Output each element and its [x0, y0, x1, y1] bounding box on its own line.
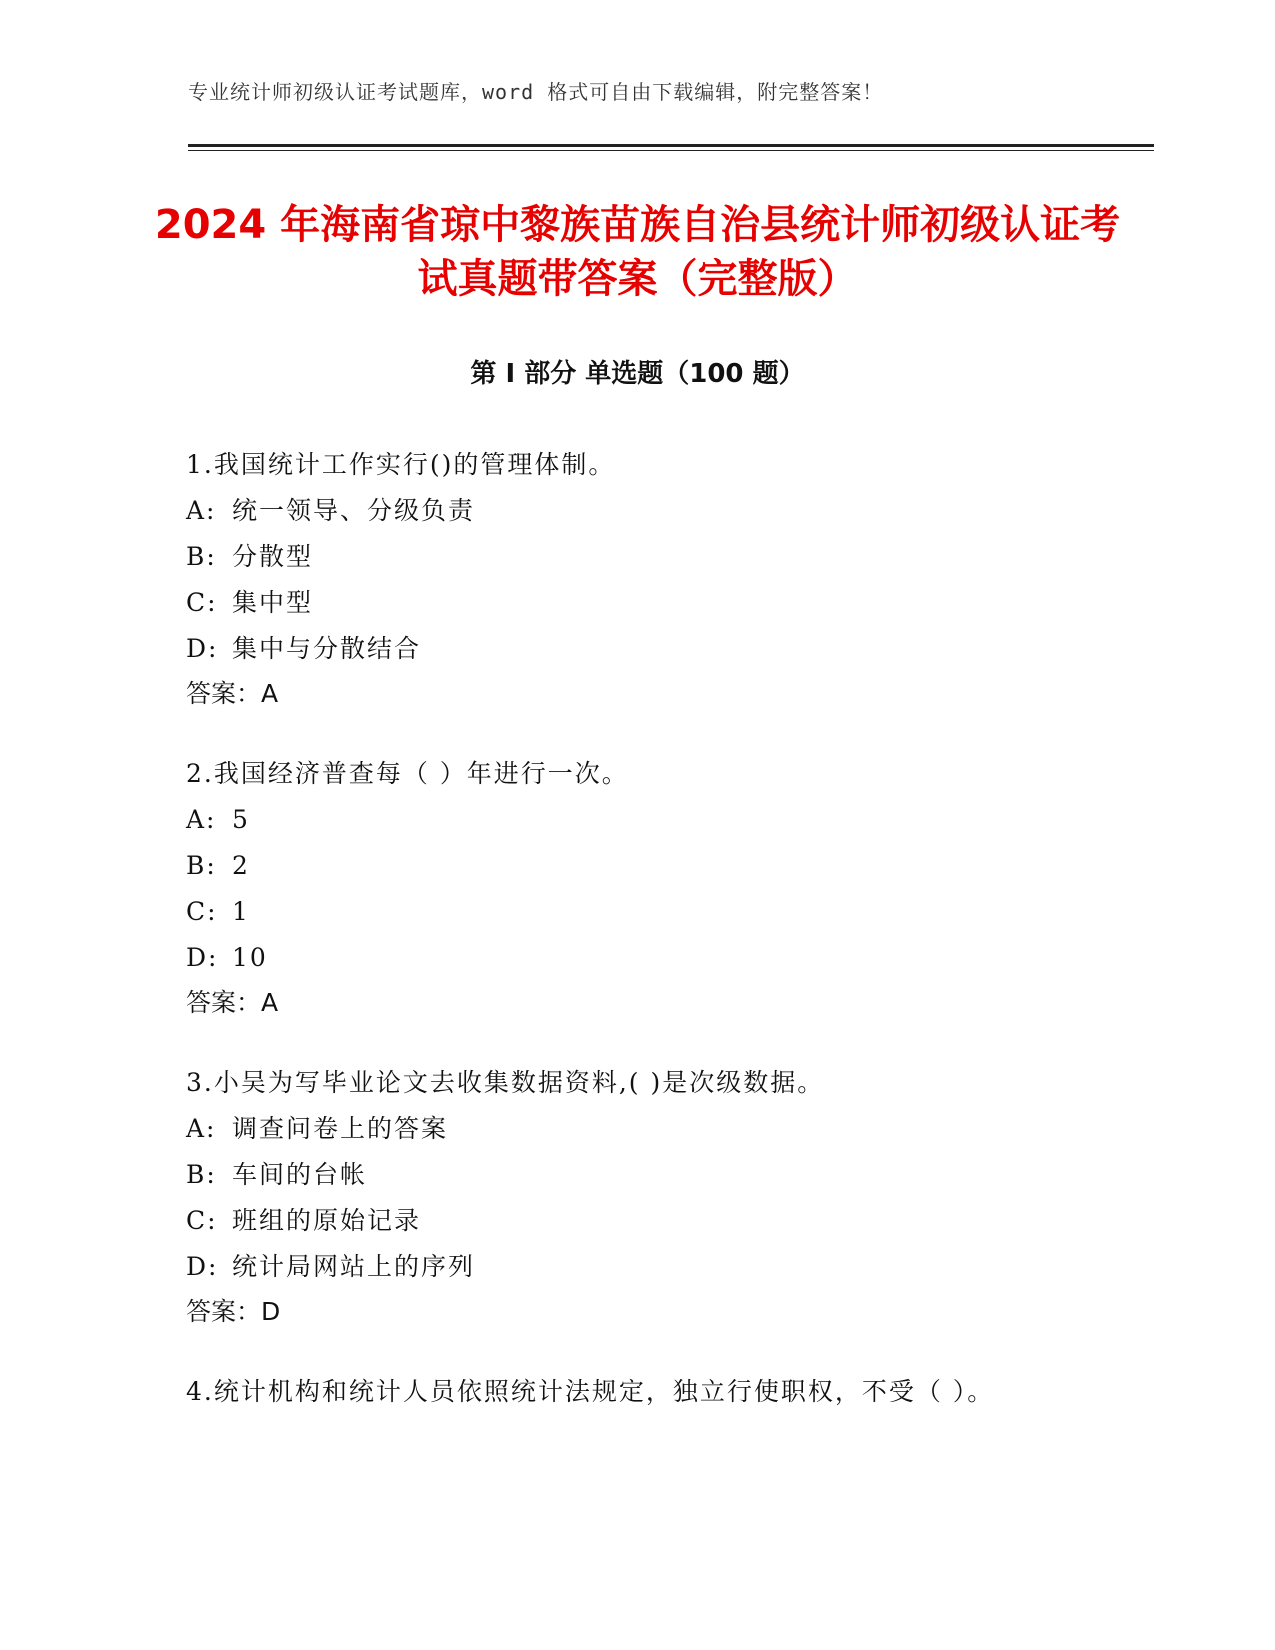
- option-b: [186, 1152, 1066, 1198]
- option-a: [186, 797, 1066, 843]
- option-key: A:: [186, 1114, 217, 1143]
- option-d: [186, 1244, 1066, 1290]
- question-1: [186, 442, 1066, 716]
- option-a: [186, 488, 1066, 534]
- question-4: [186, 1369, 1066, 1415]
- option-text: 1: [232, 897, 250, 926]
- option-c: [186, 580, 1066, 626]
- option-key: B:: [186, 851, 217, 880]
- header-divider-thick: [188, 144, 1154, 147]
- option-a: [186, 1106, 1066, 1152]
- option-d: [186, 626, 1066, 672]
- answer-line: 答案：A: [186, 988, 279, 1017]
- option-key: A:: [186, 805, 217, 834]
- option-c: [186, 1198, 1066, 1244]
- option-text: 分散型: [232, 542, 314, 571]
- question-stem: 2.我国经济普查每（ ）年进行一次。: [186, 759, 629, 788]
- answer-line: 答案：A: [186, 679, 279, 708]
- option-key: B:: [186, 542, 217, 571]
- option-b: [186, 843, 1066, 889]
- option-text: 集中与分散结合: [232, 634, 422, 663]
- option-text: 5: [232, 805, 250, 834]
- header-divider-thin: [188, 150, 1154, 151]
- option-key: D:: [186, 634, 219, 663]
- option-text: 2: [232, 851, 250, 880]
- option-text: 统一领导、分级负责: [232, 496, 476, 525]
- option-text: 统计局网站上的序列: [232, 1252, 476, 1281]
- option-text: 班组的原始记录: [232, 1206, 422, 1235]
- option-key: C:: [186, 897, 218, 926]
- option-key: D:: [186, 943, 219, 972]
- option-c: [186, 889, 1066, 935]
- question-list: [186, 442, 1066, 1450]
- option-d: [186, 935, 1066, 981]
- option-key: A:: [186, 496, 217, 525]
- option-text: 10: [232, 943, 268, 972]
- option-key: C:: [186, 588, 218, 617]
- question-stem: 4.统计机构和统计人员依照统计法规定，独立行使职权，不受（ ）。: [186, 1377, 995, 1406]
- document-title: 2024 年海南省琼中黎族苗族自治县统计师初级认证考试真题带答案（完整版）: [154, 202, 1121, 302]
- option-b: [186, 534, 1066, 580]
- option-text: 调查问卷上的答案: [232, 1114, 449, 1143]
- section-title: 第 I 部分 单选题（100 题）: [470, 359, 805, 389]
- question-3: [186, 1060, 1066, 1334]
- option-key: C:: [186, 1206, 218, 1235]
- question-stem: 3.小吴为写毕业论文去收集数据资料,( )是次级数据。: [186, 1068, 825, 1097]
- answer-line: 答案：D: [186, 1297, 281, 1326]
- question-2: [186, 751, 1066, 1025]
- page-header: 专业统计师初级认证考试题库，word 格式可自由下载编辑，附完整答案！: [188, 80, 884, 104]
- option-text: 集中型: [232, 588, 314, 617]
- option-key: B:: [186, 1160, 217, 1189]
- question-stem: 1.我国统计工作实行()的管理体制。: [186, 450, 616, 479]
- option-key: D:: [186, 1252, 219, 1281]
- option-text: 车间的台帐: [232, 1160, 368, 1189]
